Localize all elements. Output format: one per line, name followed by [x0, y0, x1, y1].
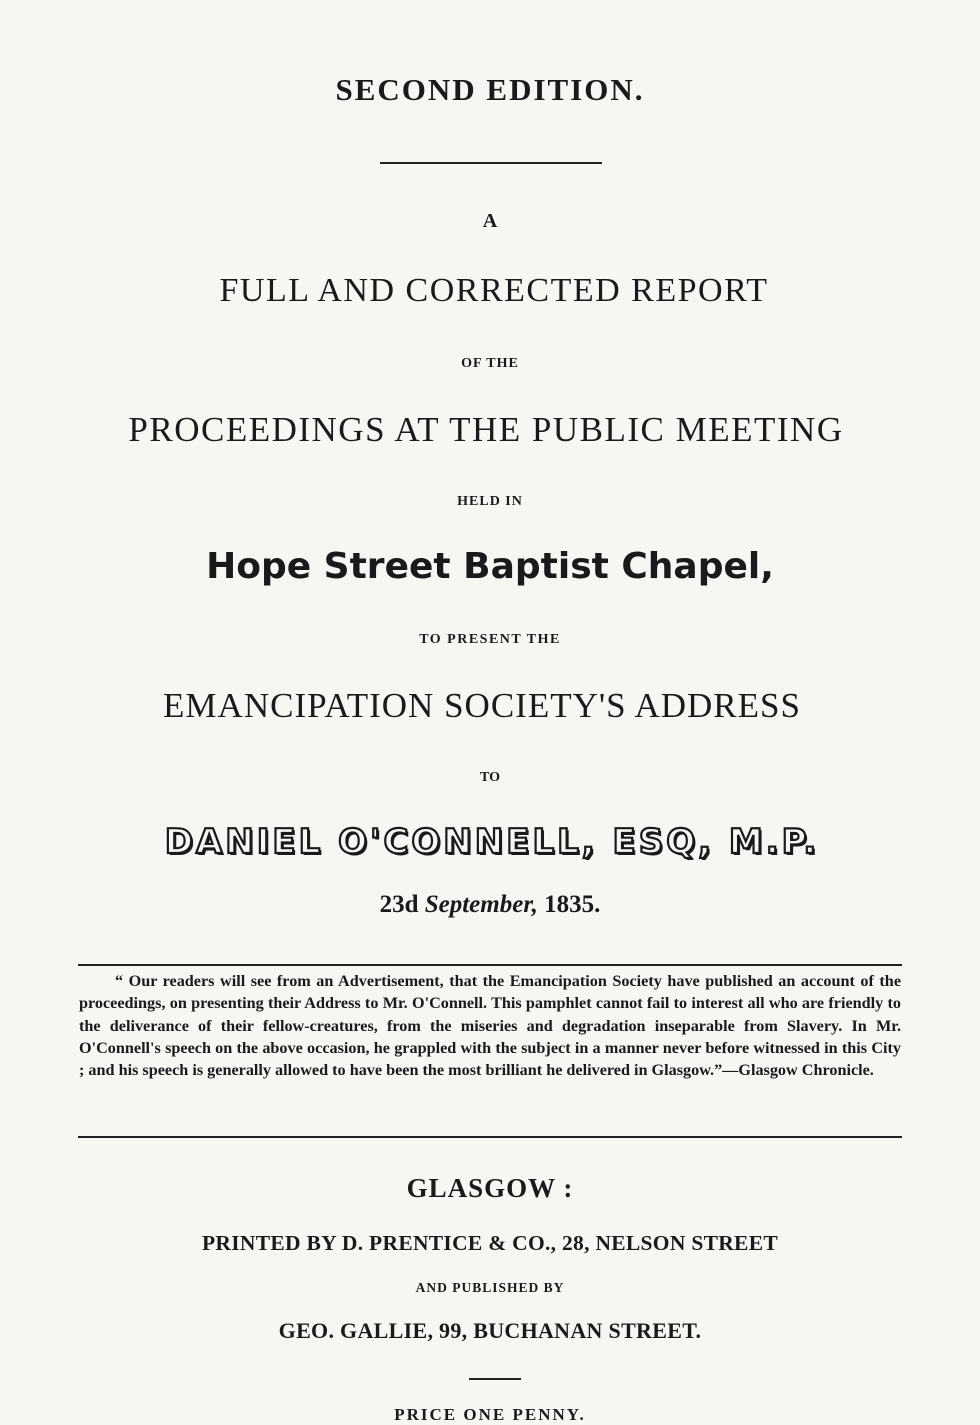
top-divider: [380, 162, 602, 164]
date-day: 23d: [379, 891, 419, 918]
venue-title: Hope Street Baptist Chapel,: [206, 546, 774, 587]
report-title: FULL AND CORRECTED REPORT: [219, 272, 769, 309]
date-month: September,: [424, 891, 538, 918]
published-by-label: AND PUBLISHED BY: [415, 1280, 565, 1295]
quote-top-rule: [78, 964, 902, 966]
proceedings-title: PROCEEDINGS AT THE PUBLIC MEETING: [128, 410, 844, 449]
to-present-label: TO PRESENT THE: [419, 632, 561, 647]
bottom-divider: [469, 1378, 521, 1380]
meeting-date: [0, 891, 980, 919]
edition-heading: SECOND EDITION.: [335, 72, 645, 107]
of-the-label: OF THE: [461, 356, 519, 371]
price-line: PRICE ONE PENNY.: [394, 1405, 586, 1424]
printer-line: PRINTED BY D. PRENTICE & CO., 28, NELSON STREET: [202, 1231, 778, 1255]
quote-bottom-rule: [78, 1136, 902, 1138]
title-article: A: [482, 210, 498, 232]
society-address-title: EMANCIPATION SOCIETY'S ADDRESS: [163, 686, 801, 725]
imprint-city: GLASGOW :: [406, 1173, 574, 1203]
newspaper-quote: “ Our readers will see from an Advertisement, that the Emancipation Society have published an account of the proceedings, on presenting their Address to Mr. O'Connell. This pamphlet cannot fail to interest all who are friendly to the deliverance of their fellow-creatures, from the miseries and degradation inseparable from Slavery. In Mr. O'Connell's speech on the above occasion, he grappled with the subject in a manner never before witnessed in this City ; and his speech is generally allowed to have been the most brilliant he delivered in Glasgow.”—Glasgow Chronicle.: [79, 972, 901, 1080]
held-in-label: HELD IN: [457, 494, 523, 509]
to-label: TO: [480, 770, 500, 785]
recipient-name: DANIEL O'CONNELL, ESQ, M.P.: [164, 822, 820, 862]
publisher-line: GEO. GALLIE, 99, BUCHANAN STREET.: [278, 1318, 702, 1343]
date-year: 1835.: [544, 891, 601, 918]
